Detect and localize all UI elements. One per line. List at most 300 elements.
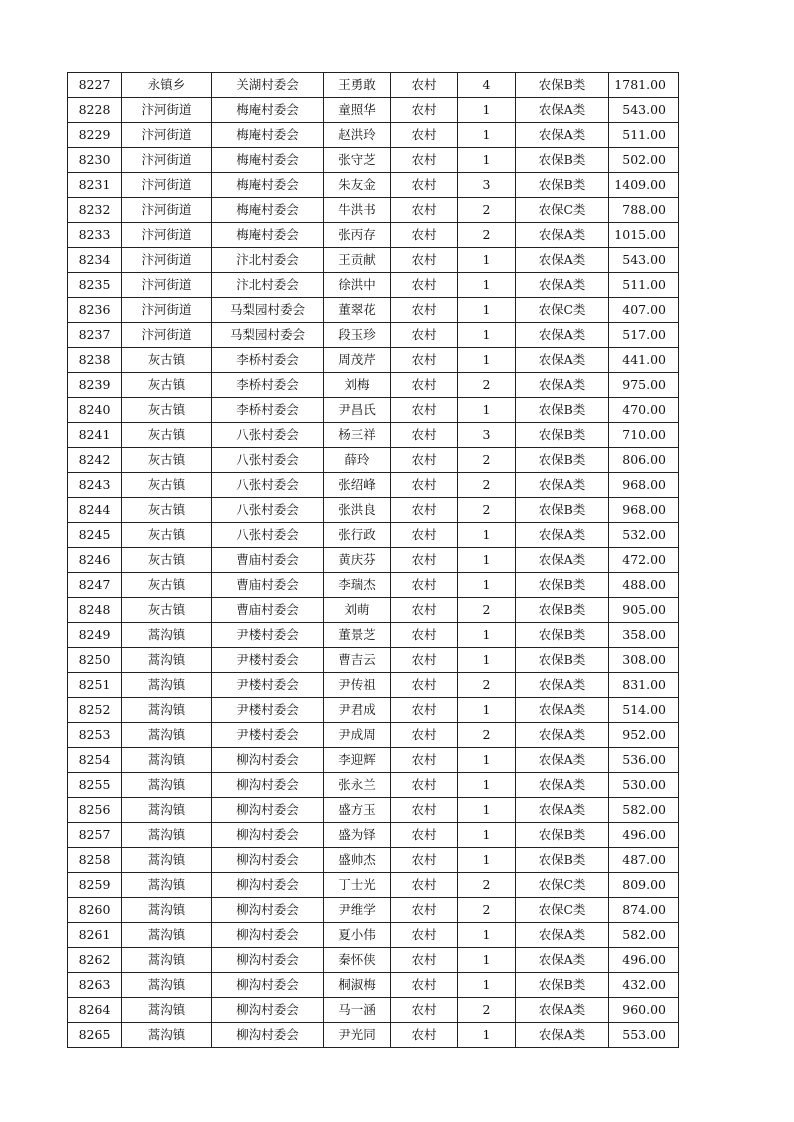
category-cell: 农保B类	[516, 648, 609, 673]
household-size-cell: 1	[458, 973, 516, 998]
category-cell: 农保A类	[516, 373, 609, 398]
amount-cell: 441.00	[609, 348, 679, 373]
name-cell: 张丙存	[324, 223, 391, 248]
serial-number-cell: 8249	[68, 623, 122, 648]
name-cell: 黄庆芬	[324, 548, 391, 573]
residence-type-cell: 农村	[391, 348, 458, 373]
amount-cell: 432.00	[609, 973, 679, 998]
village-committee-cell: 梅庵村委会	[212, 223, 324, 248]
serial-number-cell: 8227	[68, 73, 122, 98]
village-committee-cell: 梅庵村委会	[212, 198, 324, 223]
household-size-cell: 2	[458, 498, 516, 523]
township-cell: 汴河街道	[122, 98, 212, 123]
household-size-cell: 1	[458, 548, 516, 573]
township-cell: 汴河街道	[122, 148, 212, 173]
amount-cell: 952.00	[609, 723, 679, 748]
name-cell: 盛帅杰	[324, 848, 391, 873]
name-cell: 桐淑梅	[324, 973, 391, 998]
table-row	[68, 823, 679, 848]
residence-type-cell: 农村	[391, 548, 458, 573]
category-cell: 农保A类	[516, 323, 609, 348]
village-committee-cell: 八张村委会	[212, 448, 324, 473]
residence-type-cell: 农村	[391, 498, 458, 523]
serial-number-cell: 8236	[68, 298, 122, 323]
amount-cell: 831.00	[609, 673, 679, 698]
amount-cell: 536.00	[609, 748, 679, 773]
amount-cell: 968.00	[609, 473, 679, 498]
amount-cell: 788.00	[609, 198, 679, 223]
household-size-cell: 1	[458, 573, 516, 598]
residence-type-cell: 农村	[391, 873, 458, 898]
household-size-cell: 2	[458, 223, 516, 248]
township-cell: 灰古镇	[122, 573, 212, 598]
village-committee-cell: 李桥村委会	[212, 398, 324, 423]
amount-cell: 582.00	[609, 798, 679, 823]
village-committee-cell: 汴北村委会	[212, 273, 324, 298]
residence-type-cell: 农村	[391, 523, 458, 548]
village-committee-cell: 八张村委会	[212, 473, 324, 498]
residence-type-cell: 农村	[391, 998, 458, 1023]
household-size-cell: 2	[458, 198, 516, 223]
township-cell: 蒿沟镇	[122, 648, 212, 673]
residence-type-cell: 农村	[391, 598, 458, 623]
serial-number-cell: 8239	[68, 373, 122, 398]
household-size-cell: 1	[458, 273, 516, 298]
category-cell: 农保B类	[516, 823, 609, 848]
household-size-cell: 1	[458, 948, 516, 973]
category-cell: 农保A类	[516, 773, 609, 798]
serial-number-cell: 8240	[68, 398, 122, 423]
name-cell: 王贡献	[324, 248, 391, 273]
table-row	[68, 798, 679, 823]
township-cell: 汴河街道	[122, 173, 212, 198]
name-cell: 刘梅	[324, 373, 391, 398]
amount-cell: 553.00	[609, 1023, 679, 1048]
serial-number-cell: 8247	[68, 573, 122, 598]
name-cell: 张守芝	[324, 148, 391, 173]
household-size-cell: 2	[458, 723, 516, 748]
table-row	[68, 448, 679, 473]
residence-type-cell: 农村	[391, 698, 458, 723]
residence-type-cell: 农村	[391, 923, 458, 948]
serial-number-cell: 8259	[68, 873, 122, 898]
household-size-cell: 1	[458, 1023, 516, 1048]
household-size-cell: 1	[458, 248, 516, 273]
table-row	[68, 298, 679, 323]
category-cell: 农保A类	[516, 723, 609, 748]
village-committee-cell: 柳沟村委会	[212, 923, 324, 948]
table-row	[68, 223, 679, 248]
table-row	[68, 923, 679, 948]
household-size-cell: 2	[458, 473, 516, 498]
category-cell: 农保B类	[516, 598, 609, 623]
residence-type-cell: 农村	[391, 673, 458, 698]
amount-cell: 532.00	[609, 523, 679, 548]
name-cell: 盛为铎	[324, 823, 391, 848]
residence-type-cell: 农村	[391, 398, 458, 423]
village-committee-cell: 李桥村委会	[212, 348, 324, 373]
serial-number-cell: 8262	[68, 948, 122, 973]
residence-type-cell: 农村	[391, 648, 458, 673]
township-cell: 灰古镇	[122, 423, 212, 448]
household-size-cell: 2	[458, 373, 516, 398]
serial-number-cell: 8257	[68, 823, 122, 848]
category-cell: 农保B类	[516, 973, 609, 998]
township-cell: 灰古镇	[122, 598, 212, 623]
serial-number-cell: 8229	[68, 123, 122, 148]
serial-number-cell: 8245	[68, 523, 122, 548]
table-row	[68, 623, 679, 648]
village-committee-cell: 关湖村委会	[212, 73, 324, 98]
household-size-cell: 1	[458, 698, 516, 723]
serial-number-cell: 8235	[68, 273, 122, 298]
township-cell: 灰古镇	[122, 548, 212, 573]
residence-type-cell: 农村	[391, 173, 458, 198]
name-cell: 周茂芹	[324, 348, 391, 373]
village-committee-cell: 柳沟村委会	[212, 798, 324, 823]
serial-number-cell: 8243	[68, 473, 122, 498]
township-cell: 汴河街道	[122, 273, 212, 298]
residence-type-cell: 农村	[391, 748, 458, 773]
name-cell: 尹传祖	[324, 673, 391, 698]
category-cell: 农保B类	[516, 398, 609, 423]
household-size-cell: 1	[458, 923, 516, 948]
serial-number-cell: 8258	[68, 848, 122, 873]
village-committee-cell: 柳沟村委会	[212, 873, 324, 898]
village-committee-cell: 八张村委会	[212, 423, 324, 448]
village-committee-cell: 柳沟村委会	[212, 773, 324, 798]
residence-type-cell: 农村	[391, 898, 458, 923]
amount-cell: 496.00	[609, 948, 679, 973]
name-cell: 尹成周	[324, 723, 391, 748]
village-committee-cell: 柳沟村委会	[212, 748, 324, 773]
name-cell: 牛洪书	[324, 198, 391, 223]
residence-type-cell: 农村	[391, 798, 458, 823]
serial-number-cell: 8254	[68, 748, 122, 773]
residence-type-cell: 农村	[391, 723, 458, 748]
residence-type-cell: 农村	[391, 123, 458, 148]
township-cell: 蒿沟镇	[122, 873, 212, 898]
category-cell: 农保A类	[516, 748, 609, 773]
table-row	[68, 723, 679, 748]
household-size-cell: 2	[458, 448, 516, 473]
residence-type-cell: 农村	[391, 198, 458, 223]
serial-number-cell: 8231	[68, 173, 122, 198]
household-size-cell: 1	[458, 798, 516, 823]
serial-number-cell: 8250	[68, 648, 122, 673]
name-cell: 夏小伟	[324, 923, 391, 948]
village-committee-cell: 曹庙村委会	[212, 598, 324, 623]
township-cell: 汴河街道	[122, 223, 212, 248]
name-cell: 张洪良	[324, 498, 391, 523]
amount-cell: 1781.00	[609, 73, 679, 98]
household-size-cell: 2	[458, 673, 516, 698]
serial-number-cell: 8232	[68, 198, 122, 223]
serial-number-cell: 8248	[68, 598, 122, 623]
township-cell: 灰古镇	[122, 373, 212, 398]
residence-type-cell: 农村	[391, 973, 458, 998]
table-row	[68, 573, 679, 598]
category-cell: 农保B类	[516, 848, 609, 873]
village-committee-cell: 八张村委会	[212, 498, 324, 523]
township-cell: 蒿沟镇	[122, 848, 212, 873]
residence-type-cell: 农村	[391, 623, 458, 648]
table-row	[68, 848, 679, 873]
serial-number-cell: 8253	[68, 723, 122, 748]
table-row	[68, 973, 679, 998]
name-cell: 朱友金	[324, 173, 391, 198]
table-row	[68, 873, 679, 898]
amount-cell: 905.00	[609, 598, 679, 623]
household-size-cell: 2	[458, 898, 516, 923]
name-cell: 李瑞杰	[324, 573, 391, 598]
township-cell: 永镇乡	[122, 73, 212, 98]
household-size-cell: 1	[458, 123, 516, 148]
amount-cell: 710.00	[609, 423, 679, 448]
amount-cell: 358.00	[609, 623, 679, 648]
serial-number-cell: 8252	[68, 698, 122, 723]
village-committee-cell: 柳沟村委会	[212, 898, 324, 923]
table-row	[68, 648, 679, 673]
amount-cell: 308.00	[609, 648, 679, 673]
name-cell: 曹吉云	[324, 648, 391, 673]
serial-number-cell: 8241	[68, 423, 122, 448]
household-size-cell: 1	[458, 748, 516, 773]
table-row	[68, 673, 679, 698]
village-committee-cell: 马梨园村委会	[212, 298, 324, 323]
village-committee-cell: 梅庵村委会	[212, 98, 324, 123]
township-cell: 汴河街道	[122, 123, 212, 148]
serial-number-cell: 8261	[68, 923, 122, 948]
residence-type-cell: 农村	[391, 223, 458, 248]
name-cell: 张绍峰	[324, 473, 391, 498]
township-cell: 蒿沟镇	[122, 723, 212, 748]
amount-cell: 511.00	[609, 273, 679, 298]
village-committee-cell: 八张村委会	[212, 523, 324, 548]
household-size-cell: 1	[458, 648, 516, 673]
name-cell: 薛玲	[324, 448, 391, 473]
category-cell: 农保A类	[516, 248, 609, 273]
table-row	[68, 598, 679, 623]
table-row	[68, 123, 679, 148]
village-committee-cell: 汴北村委会	[212, 248, 324, 273]
name-cell: 徐洪中	[324, 273, 391, 298]
residence-type-cell: 农村	[391, 573, 458, 598]
table-row	[68, 248, 679, 273]
category-cell: 农保B类	[516, 148, 609, 173]
township-cell: 灰古镇	[122, 473, 212, 498]
residence-type-cell: 农村	[391, 773, 458, 798]
amount-cell: 488.00	[609, 573, 679, 598]
village-committee-cell: 梅庵村委会	[212, 123, 324, 148]
amount-cell: 1409.00	[609, 173, 679, 198]
amount-cell: 487.00	[609, 848, 679, 873]
amount-cell: 472.00	[609, 548, 679, 573]
category-cell: 农保B类	[516, 623, 609, 648]
name-cell: 丁士光	[324, 873, 391, 898]
category-cell: 农保B类	[516, 423, 609, 448]
household-size-cell: 1	[458, 148, 516, 173]
name-cell: 张行政	[324, 523, 391, 548]
table-row	[68, 1023, 679, 1048]
township-cell: 灰古镇	[122, 398, 212, 423]
township-cell: 蒿沟镇	[122, 1023, 212, 1048]
village-committee-cell: 曹庙村委会	[212, 548, 324, 573]
township-cell: 蒿沟镇	[122, 823, 212, 848]
serial-number-cell: 8244	[68, 498, 122, 523]
serial-number-cell: 8230	[68, 148, 122, 173]
township-cell: 汴河街道	[122, 248, 212, 273]
township-cell: 灰古镇	[122, 448, 212, 473]
serial-number-cell: 8233	[68, 223, 122, 248]
township-cell: 蒿沟镇	[122, 673, 212, 698]
township-cell: 灰古镇	[122, 348, 212, 373]
village-committee-cell: 马梨园村委会	[212, 323, 324, 348]
category-cell: 农保A类	[516, 948, 609, 973]
household-size-cell: 2	[458, 998, 516, 1023]
township-cell: 蒿沟镇	[122, 748, 212, 773]
residence-type-cell: 农村	[391, 298, 458, 323]
name-cell: 尹君成	[324, 698, 391, 723]
serial-number-cell: 8265	[68, 1023, 122, 1048]
serial-number-cell: 8260	[68, 898, 122, 923]
serial-number-cell: 8256	[68, 798, 122, 823]
name-cell: 童照华	[324, 98, 391, 123]
amount-cell: 975.00	[609, 373, 679, 398]
household-size-cell: 3	[458, 423, 516, 448]
serial-number-cell: 8264	[68, 998, 122, 1023]
amount-cell: 543.00	[609, 248, 679, 273]
amount-cell: 530.00	[609, 773, 679, 798]
residence-type-cell: 农村	[391, 73, 458, 98]
serial-number-cell: 8255	[68, 773, 122, 798]
category-cell: 农保A类	[516, 523, 609, 548]
table-row	[68, 998, 679, 1023]
name-cell: 董翠花	[324, 298, 391, 323]
township-cell: 蒿沟镇	[122, 798, 212, 823]
village-committee-cell: 梅庵村委会	[212, 148, 324, 173]
name-cell: 尹维学	[324, 898, 391, 923]
table-row	[68, 523, 679, 548]
amount-cell: 809.00	[609, 873, 679, 898]
table-row	[68, 398, 679, 423]
table-row	[68, 348, 679, 373]
name-cell: 赵洪玲	[324, 123, 391, 148]
household-size-cell: 1	[458, 348, 516, 373]
amount-cell: 1015.00	[609, 223, 679, 248]
table-row	[68, 148, 679, 173]
household-size-cell: 1	[458, 623, 516, 648]
name-cell: 段玉珍	[324, 323, 391, 348]
category-cell: 农保B类	[516, 448, 609, 473]
amount-cell: 496.00	[609, 823, 679, 848]
township-cell: 蒿沟镇	[122, 698, 212, 723]
category-cell: 农保B类	[516, 498, 609, 523]
residence-type-cell: 农村	[391, 448, 458, 473]
amount-cell: 514.00	[609, 698, 679, 723]
township-cell: 蒿沟镇	[122, 998, 212, 1023]
name-cell: 董景芝	[324, 623, 391, 648]
name-cell: 张永兰	[324, 773, 391, 798]
amount-cell: 806.00	[609, 448, 679, 473]
table-row	[68, 323, 679, 348]
township-cell: 汴河街道	[122, 198, 212, 223]
amount-cell: 543.00	[609, 98, 679, 123]
village-committee-cell: 柳沟村委会	[212, 948, 324, 973]
household-size-cell: 1	[458, 323, 516, 348]
category-cell: 农保A类	[516, 798, 609, 823]
category-cell: 农保C类	[516, 873, 609, 898]
table-row	[68, 423, 679, 448]
category-cell: 农保B类	[516, 573, 609, 598]
village-committee-cell: 曹庙村委会	[212, 573, 324, 598]
amount-cell: 511.00	[609, 123, 679, 148]
table-row	[68, 498, 679, 523]
name-cell: 李迎辉	[324, 748, 391, 773]
village-committee-cell: 尹楼村委会	[212, 623, 324, 648]
township-cell: 汴河街道	[122, 298, 212, 323]
category-cell: 农保A类	[516, 223, 609, 248]
category-cell: 农保A类	[516, 998, 609, 1023]
table-row	[68, 73, 679, 98]
table-row	[68, 98, 679, 123]
residence-type-cell: 农村	[391, 423, 458, 448]
household-size-cell: 2	[458, 873, 516, 898]
table-body	[68, 73, 679, 1048]
table-row	[68, 173, 679, 198]
household-size-cell: 2	[458, 598, 516, 623]
name-cell: 盛方玉	[324, 798, 391, 823]
village-committee-cell: 尹楼村委会	[212, 673, 324, 698]
table-row	[68, 273, 679, 298]
township-cell: 蒿沟镇	[122, 948, 212, 973]
residence-type-cell: 农村	[391, 323, 458, 348]
table-row	[68, 198, 679, 223]
amount-cell: 968.00	[609, 498, 679, 523]
table-row	[68, 773, 679, 798]
serial-number-cell: 8246	[68, 548, 122, 573]
category-cell: 农保A类	[516, 698, 609, 723]
amount-cell: 502.00	[609, 148, 679, 173]
township-cell: 蒿沟镇	[122, 623, 212, 648]
amount-cell: 874.00	[609, 898, 679, 923]
category-cell: 农保A类	[516, 123, 609, 148]
serial-number-cell: 8228	[68, 98, 122, 123]
village-committee-cell: 尹楼村委会	[212, 648, 324, 673]
name-cell: 杨三祥	[324, 423, 391, 448]
category-cell: 农保A类	[516, 548, 609, 573]
township-cell: 蒿沟镇	[122, 773, 212, 798]
village-committee-cell: 梅庵村委会	[212, 173, 324, 198]
table-row	[68, 473, 679, 498]
village-committee-cell: 尹楼村委会	[212, 723, 324, 748]
serial-number-cell: 8263	[68, 973, 122, 998]
village-committee-cell: 柳沟村委会	[212, 823, 324, 848]
serial-number-cell: 8237	[68, 323, 122, 348]
category-cell: 农保C类	[516, 898, 609, 923]
category-cell: 农保C类	[516, 198, 609, 223]
serial-number-cell: 8242	[68, 448, 122, 473]
residence-type-cell: 农村	[391, 473, 458, 498]
township-cell: 灰古镇	[122, 498, 212, 523]
household-size-cell: 4	[458, 73, 516, 98]
residence-type-cell: 农村	[391, 1023, 458, 1048]
household-size-cell: 1	[458, 523, 516, 548]
category-cell: 农保A类	[516, 1023, 609, 1048]
table-row	[68, 748, 679, 773]
residence-type-cell: 农村	[391, 273, 458, 298]
serial-number-cell: 8238	[68, 348, 122, 373]
